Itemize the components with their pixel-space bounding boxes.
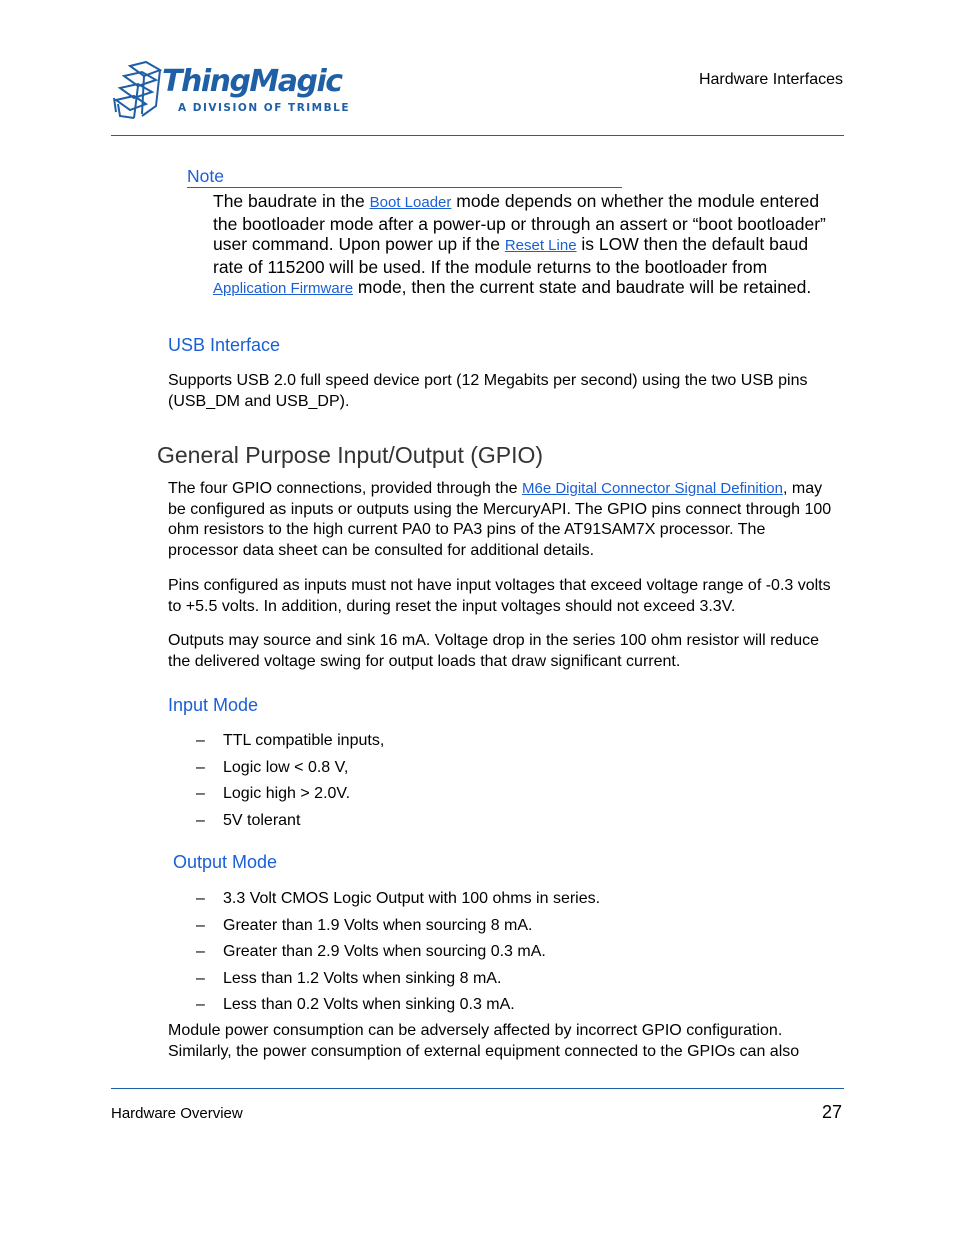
output-mode-heading: Output Mode <box>173 852 278 872</box>
dash-bullet: – <box>196 758 205 776</box>
dash-bullet: – <box>196 916 205 934</box>
list-item <box>196 758 796 785</box>
gpio-heading: General Purpose Input/Output (GPIO) <box>157 442 544 468</box>
list-item <box>196 784 796 811</box>
dash-bullet: – <box>196 732 205 749</box>
m6e-signal-definition-link[interactable]: M6e Digital Connector Signal Definition <box>521 480 783 497</box>
list-item-text: Logic low < 0.8 V, <box>223 758 349 776</box>
usb-interface-text: Supports USB 2.0 full speed device port (12 Megabits per second) using the two USB pins (USB_DM and USB_DP). <box>168 372 808 410</box>
reset-line-link[interactable]: Reset Line <box>504 237 577 254</box>
header-rule <box>111 135 844 136</box>
application-firmware-link[interactable]: Application Firmware <box>213 280 354 297</box>
input-mode-heading: Input Mode <box>168 695 259 715</box>
logo <box>112 60 350 122</box>
gpio-paragraph-2: Pins configured as inputs must not have input voltages that exceed voltage range of -0.3 volts to +5.5 volts. In addition, during reset the input voltages should not exceed 3.3V. <box>168 577 831 615</box>
note-text-3: is LOW then the default baud rate of 115200 will be used. If the module returns to the bootloader from <box>213 234 809 277</box>
note-title: Note <box>187 166 224 186</box>
list-item <box>196 942 816 969</box>
list-item <box>196 811 796 838</box>
logo-wordmark: ThingMagic <box>162 64 342 99</box>
list-item <box>196 916 816 943</box>
list-item <box>196 969 816 996</box>
note-rule <box>187 187 622 188</box>
dash-bullet: – <box>196 890 205 907</box>
list-item-text: 5V tolerant <box>223 811 301 829</box>
list-item <box>196 889 816 916</box>
list-item-text: Logic high > 2.0V. <box>223 785 351 803</box>
list-item-text: Less than 1.2 Volts when sinking 8 mA. <box>223 969 502 987</box>
list-item-text: Greater than 2.9 Volts when sourcing 0.3 mA. <box>223 943 546 961</box>
dash-bullet: – <box>196 996 205 1014</box>
dash-bullet: – <box>196 785 205 803</box>
dash-bullet: – <box>196 811 205 829</box>
list-item-text: Less than 0.2 Volts when sinking 0.3 mA. <box>223 996 515 1014</box>
input-mode-list <box>196 731 796 837</box>
list-item-text: 3.3 Volt CMOS Logic Output with 100 ohms in series. <box>223 890 601 907</box>
footer-rule <box>111 1088 844 1089</box>
closing-paragraph: Module power consumption can be adversely affected by incorrect GPIO configuration. Similarly, the power consumption of external equipment connected to the GPIOs can also <box>168 1022 800 1060</box>
gpio-paragraph-1 <box>168 479 840 561</box>
thingmagic-logo-icon <box>112 60 164 120</box>
page-number: 27 <box>821 1102 842 1122</box>
usb-interface-heading: USB Interface <box>168 335 281 355</box>
output-mode-list <box>196 889 816 1022</box>
note-text-4: mode, then the current state and baudrate will be retained. <box>353 277 812 297</box>
logo-tagline: A DIVISION OF TRIMBLE <box>178 102 350 114</box>
note-body <box>213 191 840 300</box>
gpio-p1-text-b: , may be configured as inputs or outputs using the MercuryAPI. The GPIO pins connect through 100 ohm resistors to the high current PA0 to PA3 pins of the AT91SAM7X processor. The processor data sheet can be consulted for additional details. <box>168 480 832 559</box>
header-section-title: Hardware Interfaces <box>698 71 843 88</box>
list-item <box>196 731 796 758</box>
note-text-2: mode depends on whether the module entered the bootloader mode after a power-up or through an assert or “boot bootloader” user command. Upon power up if the <box>213 191 826 254</box>
list-item-text: TTL compatible inputs, <box>223 732 385 749</box>
dash-bullet: – <box>196 969 205 987</box>
gpio-p1-text-a: The four GPIO connections, provided through the <box>168 480 522 497</box>
dash-bullet: – <box>196 943 205 961</box>
list-item <box>196 995 816 1022</box>
note-text-1: The baudrate in the <box>213 191 370 211</box>
footer-chapter: Hardware Overview <box>111 1105 243 1122</box>
gpio-paragraph-3: Outputs may source and sink 16 mA. Voltage drop in the series 100 ohm resistor will reduce the delivered voltage swing for output loads that draw significant current. <box>168 632 819 670</box>
boot-loader-link[interactable]: Boot Loader <box>369 194 452 211</box>
list-item-text: Greater than 1.9 Volts when sourcing 8 mA. <box>223 916 533 934</box>
